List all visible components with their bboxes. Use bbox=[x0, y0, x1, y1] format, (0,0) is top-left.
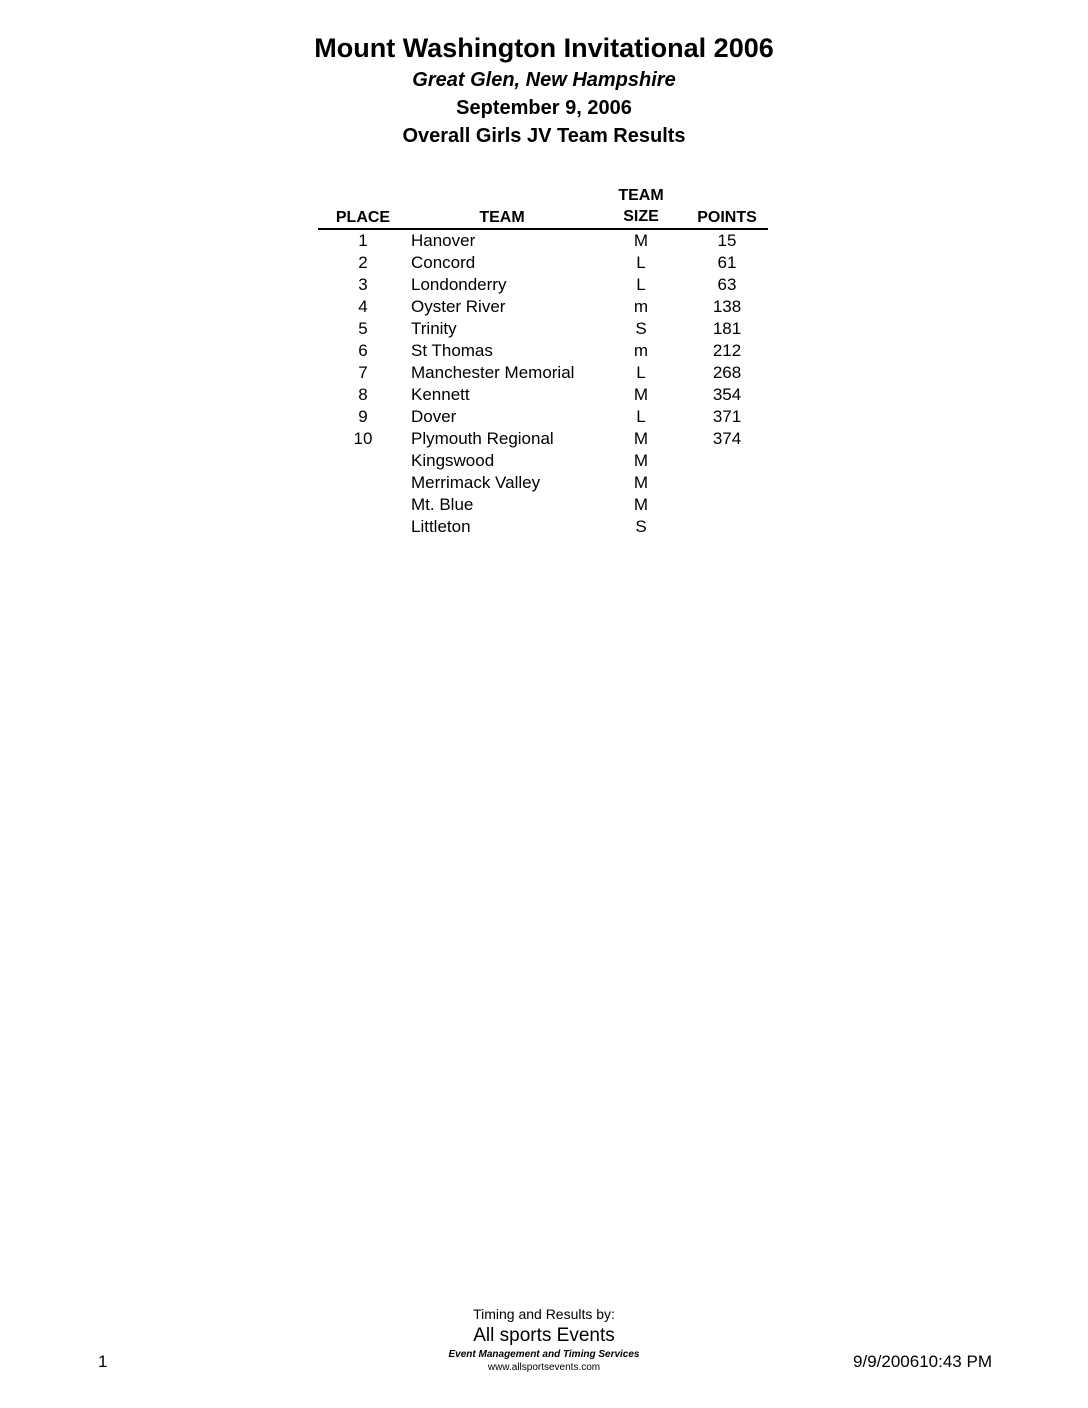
cell-points: 63 bbox=[717, 275, 737, 294]
page-number: 1 bbox=[98, 1352, 108, 1371]
cell-points: 268 bbox=[712, 363, 742, 382]
table-row bbox=[318, 340, 768, 362]
cell-team-size: L bbox=[636, 407, 646, 426]
cell-place: 2 bbox=[358, 253, 368, 272]
cell-place: 5 bbox=[358, 319, 368, 338]
cell-team: Dover bbox=[411, 407, 457, 426]
timing-label: Timing and Results by: bbox=[473, 1306, 615, 1322]
cell-team: Merrimack Valley bbox=[411, 473, 541, 492]
event-date: September 9, 2006 bbox=[456, 97, 632, 119]
cell-team: Hanover bbox=[411, 231, 476, 250]
table-row bbox=[318, 296, 768, 318]
column-header-team-size-line1: TEAM bbox=[618, 187, 664, 204]
cell-team: St Thomas bbox=[411, 341, 493, 360]
cell-points: 212 bbox=[712, 341, 742, 360]
cell-team-size: S bbox=[635, 517, 647, 536]
cell-place: 7 bbox=[358, 363, 368, 382]
table-row bbox=[318, 230, 768, 252]
column-header-points: POINTS bbox=[697, 209, 757, 226]
location: Great Glen, New Hampshire bbox=[412, 69, 676, 91]
cell-points: 138 bbox=[712, 297, 742, 316]
company-tagline: Event Management and Timing Services bbox=[448, 1349, 640, 1360]
column-header-team-size bbox=[608, 185, 674, 227]
cell-team-size: M bbox=[633, 231, 649, 250]
cell-team-size: L bbox=[636, 253, 646, 272]
table-row bbox=[318, 362, 768, 384]
table-row bbox=[318, 384, 768, 406]
cell-team: Mt. Blue bbox=[411, 495, 474, 514]
table-row bbox=[318, 516, 768, 538]
table-header bbox=[318, 186, 768, 230]
cell-team-size: L bbox=[636, 275, 646, 294]
table-row bbox=[318, 472, 768, 494]
document-header bbox=[0, 30, 1088, 150]
cell-team-size: L bbox=[636, 363, 646, 382]
table-row bbox=[318, 450, 768, 472]
cell-team-size: M bbox=[633, 451, 649, 470]
cell-place: 6 bbox=[358, 341, 368, 360]
table-row bbox=[318, 406, 768, 428]
table-row bbox=[318, 252, 768, 274]
results-table bbox=[318, 186, 768, 538]
cell-place: 9 bbox=[358, 407, 368, 426]
print-timestamp: 9/9/200610:43 PM bbox=[853, 1352, 992, 1371]
column-header-team: TEAM bbox=[479, 209, 525, 226]
cell-team-size: M bbox=[633, 473, 649, 492]
results-subtitle: Overall Girls JV Team Results bbox=[402, 125, 686, 147]
cell-team: Manchester Memorial bbox=[411, 363, 575, 382]
cell-points: 374 bbox=[712, 429, 742, 448]
cell-team: Oyster River bbox=[411, 297, 506, 316]
cell-place: 10 bbox=[353, 429, 373, 448]
column-header-team-size-line2: SIZE bbox=[623, 208, 659, 225]
cell-team: Kingswood bbox=[411, 451, 495, 470]
company-url: www.allsportsevents.com bbox=[487, 1362, 601, 1373]
cell-place: 1 bbox=[358, 231, 368, 250]
cell-team: Trinity bbox=[411, 319, 457, 338]
table-body bbox=[318, 230, 768, 538]
cell-points: 354 bbox=[712, 385, 742, 404]
cell-team: Londonderry bbox=[411, 275, 507, 294]
cell-team: Kennett bbox=[411, 385, 470, 404]
cell-points: 61 bbox=[717, 253, 737, 272]
company-name: All sports Events bbox=[473, 1325, 615, 1346]
cell-team-size: M bbox=[633, 385, 649, 404]
cell-place: 4 bbox=[358, 297, 368, 316]
cell-team-size: m bbox=[633, 341, 649, 360]
table-row bbox=[318, 318, 768, 340]
table-row bbox=[318, 494, 768, 516]
table-row bbox=[318, 274, 768, 296]
page-title: Mount Washington Invitational 2006 bbox=[314, 33, 774, 63]
cell-team-size: M bbox=[633, 429, 649, 448]
cell-team: Plymouth Regional bbox=[411, 429, 554, 448]
column-header-place: PLACE bbox=[335, 209, 391, 226]
cell-points: 15 bbox=[717, 231, 737, 250]
cell-team-size: m bbox=[633, 297, 649, 316]
cell-team-size: S bbox=[635, 319, 647, 338]
cell-team: Concord bbox=[411, 253, 476, 272]
table-row bbox=[318, 428, 768, 450]
cell-team: Littleton bbox=[411, 517, 471, 536]
cell-place: 8 bbox=[358, 385, 368, 404]
cell-team-size: M bbox=[633, 495, 649, 514]
cell-points: 371 bbox=[712, 407, 742, 426]
cell-points: 181 bbox=[712, 319, 742, 338]
cell-place: 3 bbox=[358, 275, 368, 294]
